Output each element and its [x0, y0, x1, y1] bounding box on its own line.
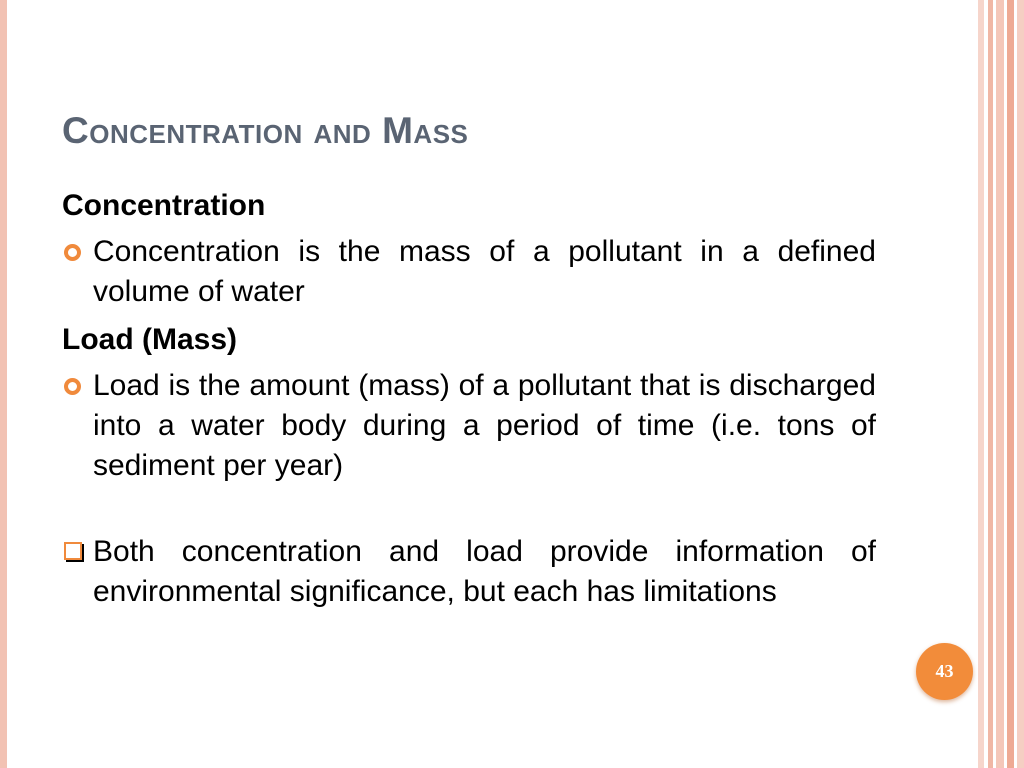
left-border-strip [0, 0, 7, 768]
square-bullet-icon [64, 542, 82, 560]
stripe [988, 0, 993, 768]
ring-bullet-icon [64, 244, 81, 261]
stripe [1017, 0, 1024, 768]
page-number-badge: 43 [916, 643, 973, 700]
bullet-concentration [62, 232, 876, 312]
slide-content [62, 186, 876, 620]
bullet-text: Both concentration and load provide information of environmental significance, but each has limitations [93, 535, 876, 608]
section-heading-concentration: Concentration [62, 189, 266, 222]
bullet-text: Load is the amount (mass) of a pollutant that is discharged into a water body during a period of time (i.e. tons of sediment per year) [93, 369, 876, 482]
stripe [978, 0, 984, 768]
right-decorative-stripes [978, 0, 1024, 768]
spacer [62, 494, 876, 532]
ring-bullet-icon [64, 378, 81, 395]
bullet-summary [62, 532, 876, 612]
bullet-text: Concentration is the mass of a pollutant in a defined volume of water [93, 235, 876, 308]
stripe [996, 0, 1004, 768]
slide-title: Concentration and Mass [62, 110, 469, 151]
stripe [1007, 0, 1014, 768]
bullet-load [62, 366, 876, 486]
section-heading-load: Load (Mass) [62, 323, 238, 356]
